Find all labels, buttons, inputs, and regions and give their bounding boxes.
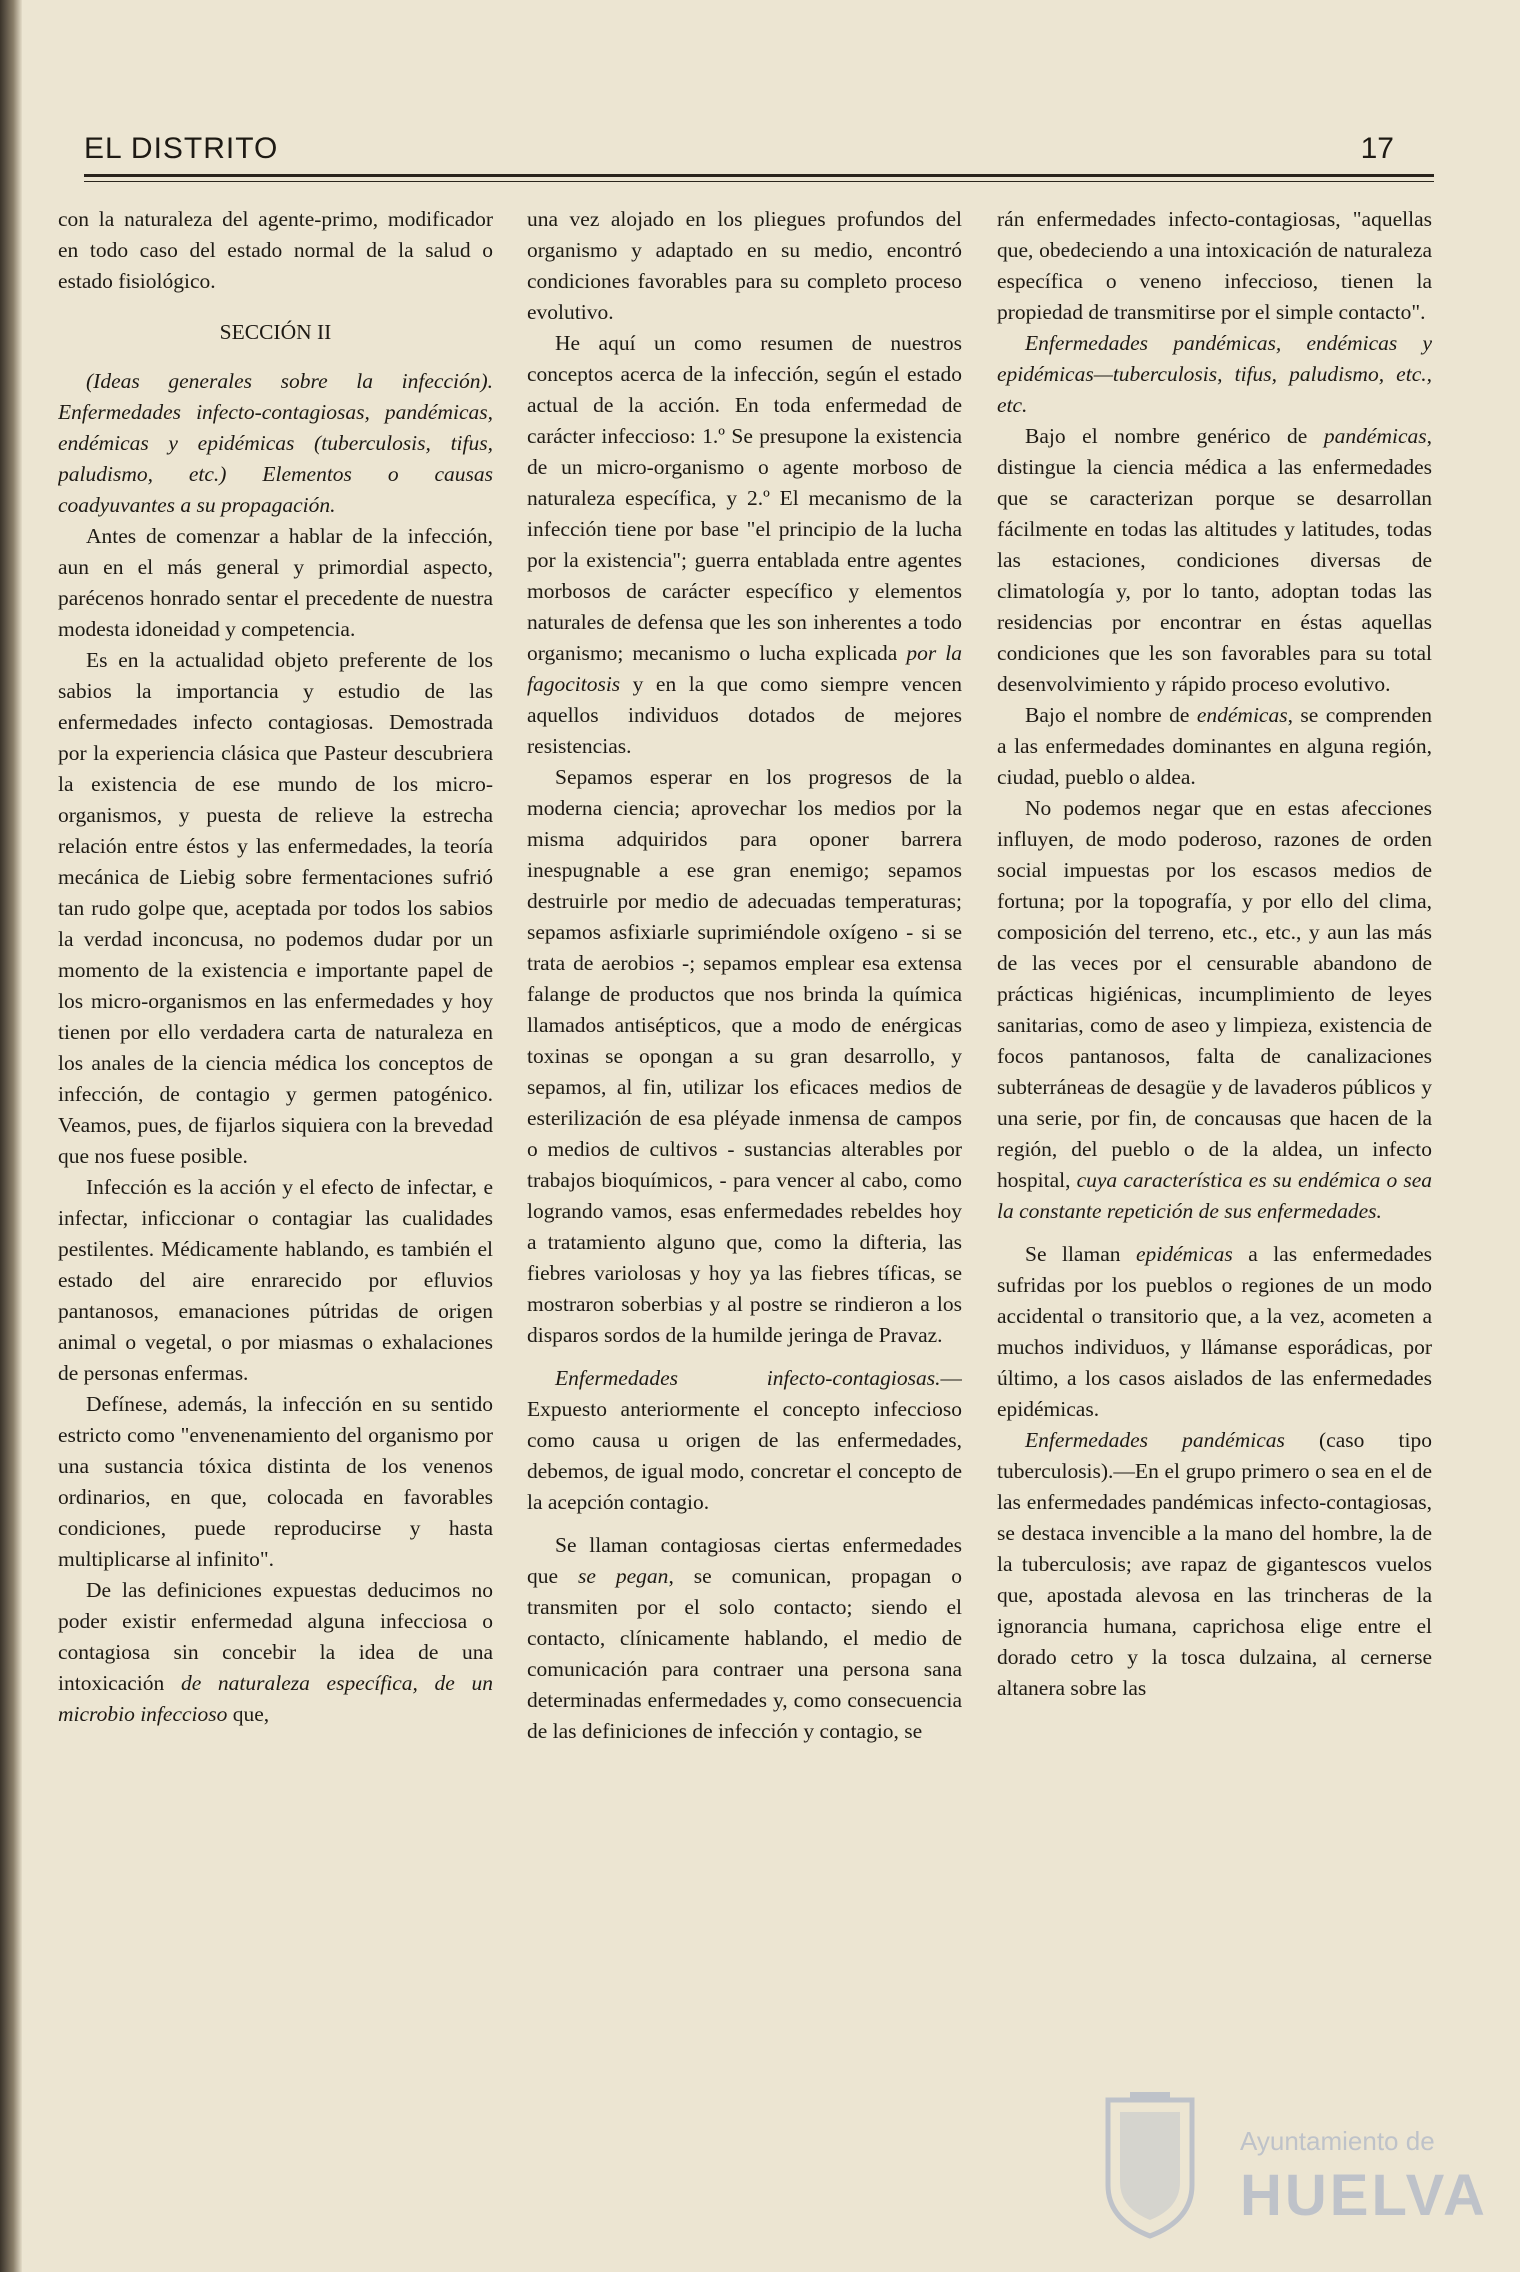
page-number: 17	[1360, 132, 1394, 165]
header-rule-thick	[84, 174, 1434, 177]
paragraph: Sepamos esperar en los progresos de la moderna ciencia; aprovechar los medios por la misma adquiridos para oponer barrera inespugnable a ese gran enemigo; sepamos destruirle por medio de adecuadas temperaturas; sepamos asfixiarle suprimiéndole oxígeno - si se trata de aerobios -; sepamos emplear esa extensa falange de productos que nos brinda la química llamados antisépticos, que a modo de enérgicas toxinas se opongan a su gran desarrollo, y sepamos, al fin, utilizar los eficaces medios de esterilización de esa pléyade inmensa de campos o medios de cultivos - sustancias alterables por trabajos bioquímicos, - para vencer al cabo, como logrando vamos, esas enfermedades rebeldes hoy a tratamiento alguno que, como la difteria, las fiebres variolosas y hoy ya las fiebres tíficas, se mostraron soberbias y al postre se rindieron a los disparos sordos de la humilde jeringa de Pravaz.	[527, 765, 962, 1347]
italic-subheading: Enfermedades pandémicas	[1025, 1428, 1285, 1452]
section-heading: SECCIÓN II	[219, 320, 332, 344]
italic-text-run: pandémicas	[1323, 424, 1427, 448]
page-binding-edge	[0, 0, 22, 2272]
italic-text-run: se pegan	[578, 1564, 669, 1588]
text-column-3	[997, 204, 1432, 2104]
text-run: Bajo el nombre de	[1025, 703, 1197, 727]
italic-subheading: Enfermedades pandémicas, endémicas y epidémicas—tuberculosis, tifus, paludismo, etc., etc.	[997, 331, 1432, 417]
paragraph: Defínese, además, la infección en su sentido estricto como "envenenamiento del organismo por una sustancia tóxica distinta de los venenos ordinarios, en que, colocada en favorables condiciones, puede reproducirse y hasta multiplicarse al infinito".	[58, 1392, 493, 1571]
paragraph	[997, 1425, 1432, 1704]
text-run: Se llaman	[1025, 1242, 1136, 1266]
paragraph	[997, 700, 1432, 793]
text-run: He aquí un como resumen de nuestros conceptos acerca de la infección, según el estado actual de la acción. En toda enfermedad de carácter infeccioso: 1.º Se presupone la existencia de un micro-organismo o agente morboso de naturaleza específica, y 2.º El mecanismo de la infección tiene por base "el principio de la lucha por la existencia"; guerra entablada entre agentes morbosos de carácter específico y elementos naturales de defensa que les son inherentes a todo organismo; mecanismo o lucha explicada	[527, 331, 962, 665]
paragraph	[997, 421, 1432, 700]
paragraph: Es en la actualidad objeto preferente de los sabios la importancia y estudio de las enfermedades infecto contagiosas. Demostrada por la experiencia clásica que Pasteur descubriera la existencia de ese mundo de los micro-organismos, y puesta de relieve la estrecha relación entre éstos y las enfermedades, la teoría mecánica de Liebig sobre fermentaciones sufrió tan rudo golpe que, aceptada por todos los sabios la verdad inconcusa, no podemos dudar por un momento de la existencia e importante papel de los micro-organismos en las enfermedades y hoy tienen por ello verdadera carta de naturaleza en los anales de la ciencia médica los conceptos de infección, de contagio y germen patogénico. Veamos, pues, de fijarlos siquiera con la brevedad que nos fuese posible.	[58, 648, 493, 1168]
text-run: Bajo el nombre genérico de	[1025, 424, 1324, 448]
paragraph	[997, 1239, 1432, 1425]
paragraph: rán enfermedades infecto-contagiosas, "aquellas que, obedeciendo a una intoxicación de naturaleza específica o veneno infeccioso, tienen la propiedad de transmitirse por el simple contacto".	[997, 207, 1432, 324]
paragraph	[58, 1575, 493, 1730]
text-run: , distingue la ciencia médica a las enfermedades que se caracterizan porque se desarrollan fácilmente en todas las altitudes y latitudes, todas las estaciones, condiciones diversas de climatología y, por lo tanto, adoptan todas las residencias por encontrar en éstas aquellas condiciones que les son favorables para su total desenvolvimiento y rápido proceso evolutivo.	[997, 424, 1432, 696]
publication-title: EL DISTRITO	[84, 132, 279, 165]
paragraph	[527, 328, 962, 762]
archive-watermark	[1100, 2090, 1488, 2240]
text-run: a las enfermedades sufridas por los pueblos o regiones de un modo accidental o transitorio que, a la vez, acometen a muchos individuos, y llámanse esporádicas, por último, a los casos aislados de las enfermedades epidémicas.	[997, 1242, 1432, 1421]
watermark-city: HUELVA	[1240, 2163, 1488, 2228]
text-column-2	[527, 204, 962, 2104]
italic-text-run: epidémicas	[1136, 1242, 1233, 1266]
watermark-text: Ayuntamiento de	[1240, 2126, 1435, 2156]
paragraph: con la naturaleza del agente-primo, modificador en todo caso del estado normal de la salud o estado fisiológico.	[58, 207, 493, 293]
section-subtitle: (Ideas generales sobre la infección). Enfermedades infecto-contagiosas, pandémicas, endémicas y epidémicas (tuberculosis, tifus, paludismo, etc.) Elementos o causas coadyuvantes a su propagación.	[58, 369, 493, 517]
text-run: que,	[227, 1702, 270, 1726]
text-run: y en la que como siempre vencen aquellos individuos dotados de mejores resistencias.	[527, 672, 962, 758]
text-run: (caso tipo tuberculosis).—En el grupo primero o sea en el de las enfermedades pandémicas infecto-contagiosas, se destaca invencible a la mano del hombre, la de la tuberculosis; ave rapaz de gigantescos vuelos que, apostada alevosa en las trincheras de la ignorancia humana, caprichosa elige entre el dorado cetro y la tosca dulzaina, al cernerse altanera sobre las	[997, 1428, 1432, 1700]
text-column-1	[58, 204, 493, 2104]
header-rule-thin	[84, 181, 1434, 182]
paragraph: Antes de comenzar a hablar de la infección, aun en el más general y primordial aspecto, parécenos honrado sentar el precedente de nuestra modesta idoneidad y competencia.	[58, 524, 493, 641]
text-run: — Expuesto anteriormente el concepto infeccioso como causa u origen de las enfermedades, debemos, de igual modo, concretar el concepto de la acepción contagio.	[527, 1366, 962, 1514]
paragraph	[527, 1530, 962, 1747]
italic-text-run: cuya característica es su endémica o sea la constante repetición de sus enfermedades.	[997, 1168, 1432, 1223]
paragraph	[997, 793, 1432, 1227]
text-run: De las definiciones expuestas deducimos no poder existir enfermedad alguna infecciosa o contagiosa sin concebir la idea de una intoxicación	[58, 1578, 493, 1695]
text-run: , se comprenden a las enfermedades dominantes en alguna región, ciudad, pueblo o aldea.	[997, 703, 1432, 789]
text-run: No podemos negar que en estas afecciones influyen, de modo poderoso, razones de orden social impuestas por los escasos medios de fortuna; por la topografía, y por ello del clima, composición del terreno, etc., etc., y aun las más de las veces por el censurable abandono de prácticas higiénicas, incumplimiento de leyes sanitarias, como de aseo y limpieza, existencia de focos pantanosos, falta de canalizaciones subterráneas de desagüe y de lavaderos públicos y una serie, por fin, de concausas que hacen de la región, del pueblo o de la aldea, un infecto hospital,	[997, 796, 1432, 1192]
paragraph	[527, 1363, 962, 1518]
coat-of-arms-icon	[1100, 2090, 1200, 2240]
paragraph: una vez alojado en los pliegues profundos del organismo y adaptado en su medio, encontró condiciones favorables para su completo proceso evolutivo.	[527, 207, 962, 324]
page-header	[84, 132, 1394, 178]
italic-text-run: de naturaleza específica, de un microbio infeccioso	[58, 1671, 493, 1726]
text-run: , se comunican, propagan o transmiten por el solo contacto; siendo el contacto, clínicamente hablando, el medio de comunicación para contraer una persona sana determinadas enfermedades y, como consecuencia de las definiciones de infección y contagio, se	[527, 1564, 962, 1743]
scanned-page	[22, 0, 1520, 2272]
italic-subheading: Enfermedades infecto-contagiosas.	[555, 1366, 941, 1390]
paragraph: Infección es la acción y el efecto de infectar, e infectar, inficcionar o contagiar las cualidades pestilentes. Médicamente hablando, es también el estado del aire enrarecido por efluvios pantanosos, emanaciones pútridas de origen animal o vegetal, o por miasmas o exhalaciones de personas enfermas.	[58, 1175, 493, 1385]
text-run: Se llaman contagiosas ciertas enfermedades que	[527, 1533, 962, 1588]
italic-text-run: endémicas	[1196, 703, 1288, 727]
italic-text-run: por la fagocitosis	[527, 641, 962, 696]
